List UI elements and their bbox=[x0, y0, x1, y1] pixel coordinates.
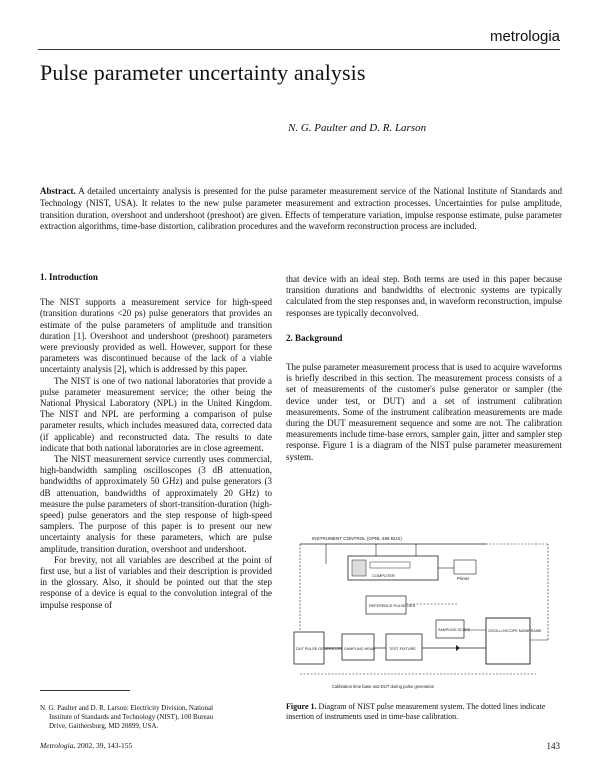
footnote-line-3: Drive, Gaithersburg, MD 20899, USA. bbox=[49, 722, 159, 730]
sampling-head-label: SAMPLING HEAD bbox=[344, 647, 376, 651]
journal-name: metrologia bbox=[489, 28, 560, 45]
background-paragraph-1: The pulse parameter measurement process that is used to acquire waveforms is briefly described in this section. The measurement process consists of a set of measurements of the customer's pulse generator or sampler (the device under test, or DUT) and a set of instrument calibration measurements. Some of the instrument calibration measurements are made during the DUT measurement sequence and some are not. The calibration measurements include time-base errors, sampler gain, jitter and sampler step response. Figure 1 is a diagram of the NIST pulse parameter measurement system. bbox=[286, 362, 562, 462]
test-fixture-label: TEST FIXTURE bbox=[389, 647, 416, 651]
intro-paragraph-4: For brevity, not all variables are described at the point of first use, but a list of variables and their description is provided in the glossary. Also, it should be pointed out that the step response of a device is equal to the convolution integral of the impulse response of bbox=[40, 554, 272, 610]
printer-label: Printer bbox=[457, 576, 470, 581]
figure-1-caption bbox=[286, 702, 562, 721]
figure-1-diagram bbox=[286, 532, 562, 698]
right-column bbox=[286, 274, 562, 463]
dut-label: DUT PULSE GENERATOR bbox=[296, 647, 342, 651]
page-number: 143 bbox=[546, 741, 560, 751]
caption-text: Diagram of NIST pulse measurement system. The dotted lines indicate insertion of instruments used in time-base calibration. bbox=[286, 702, 546, 721]
footnote-rule bbox=[40, 690, 130, 691]
computer-monitor-icon bbox=[352, 560, 366, 576]
oscilloscope-label: OSCILLOSCOPE MAINFRAME bbox=[488, 629, 542, 633]
intro-paragraph-1: The NIST supports a measurement service for high-speed (transition durations <20 ps) pulse generators that provides an estimate of the pulse parameters of amplitude and transition duration [1]. Overshoot and undershoot (preshoot) parameters were previously provided as well. However, support for these parameters was discontinued because of the lack of a viable uncertainty analysis [2], which is addressed by this paper. bbox=[40, 297, 272, 375]
computer-drive-icon bbox=[370, 562, 410, 568]
computer-label: COMPUTER bbox=[372, 573, 395, 578]
abstract-label: Abstract. bbox=[40, 186, 76, 196]
journal-citation bbox=[40, 741, 132, 750]
paper-title: Pulse parameter uncertainty analysis bbox=[40, 60, 366, 85]
left-column bbox=[40, 272, 272, 611]
authors: N. G. Paulter and D. R. Larson bbox=[288, 122, 427, 134]
intro-paragraph-3: The NIST measurement service currently uses commercial, high-bandwidth sampling oscilloscopes (3 dB attenuation, bandwidths of approximately 50 GHz) and pulse generators (3 dB attenuation, bandwidths of approximately 20 GHz) to measure the pulse parameters of short-transition-duration (high-speed) pulse generators and the step response of high-speed samplers. The purpose of this paper is to present our new uncertainty analysis for these parameters, which are pulse amplitude, transition duration, overshoot and undershoot. bbox=[40, 454, 272, 554]
sampling-scope-label: SAMPLING SCOPE bbox=[438, 628, 471, 632]
abstract-text: A detailed uncertainty analysis is presented for the pulse parameter measurement service of the National Institute of Standards and Technology (NIST, USA). It relates to the new pulse parameter measurement and extraction processes. Uncertainties for pulse amplitude, transition duration, overshoot and undershoot (preshoot) are given. Effects of temperature variation, impulse response estimate, pulse parameter extraction algorithms, time-base distortion, calibration procedures and the waveform reconstruction process are included. bbox=[40, 186, 562, 232]
affiliation-footnote bbox=[40, 704, 272, 731]
caption-label: Figure 1. bbox=[286, 702, 317, 711]
reference-pulse-label: REFERENCE PULSE GEN bbox=[369, 604, 416, 608]
citation-rest: , 2002, 39, 143-155 bbox=[73, 741, 133, 750]
intro-continuation: that device with an ideal step. Both terms are used in this paper because transition durations and bandwidths of electronic systems are typically calculated from the step responses and, in waveform reconstruction, impulse responses are typically deconvolved. bbox=[286, 274, 562, 318]
intro-paragraph-2: The NIST is one of two national laboratories that provide a pulse parameter measurement service; the other being the National Physical Laboratory (NPL) in the United Kingdom. The NIST and NPL are performing a comparison of pulse parameter results, which includes measured data, corrected data (if applicable) and reconstructed data. The results to date indicate that both national laboratories are in close agreement. bbox=[40, 375, 272, 453]
printer-box bbox=[454, 560, 476, 574]
footnote-line-2: Institute of Standards and Technology (NIST), 100 Bureau bbox=[49, 713, 214, 721]
section-2-heading: 2. Background bbox=[286, 332, 343, 343]
section-1-heading: 1. Introduction bbox=[40, 272, 98, 282]
footnote-line-1: N. G. Paulter and D. R. Larson: Electricity Division, National bbox=[40, 704, 214, 712]
arrow-icon bbox=[456, 645, 460, 651]
figure-bottom-label: Calibration time base and DUT during pulse generation bbox=[332, 684, 435, 689]
header-rule bbox=[38, 49, 560, 50]
figure-bus-label: INSTRUMENT CONTROL (GPIB, 488 BUS) bbox=[312, 536, 402, 541]
abstract bbox=[40, 186, 562, 233]
citation-journal: Metrologia bbox=[40, 741, 74, 750]
oscilloscope-box bbox=[486, 618, 530, 664]
